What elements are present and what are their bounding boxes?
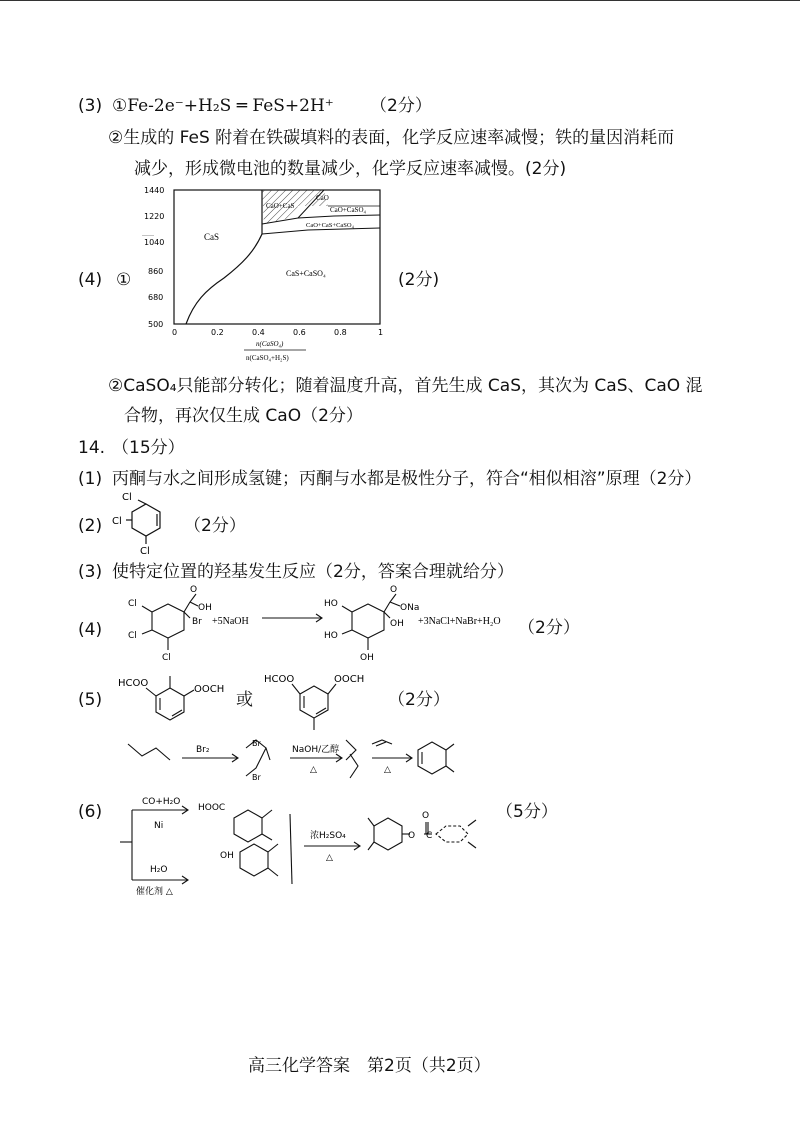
ona-group: ONa [400, 603, 420, 613]
region-cas: CaS [204, 232, 220, 242]
reagent-naoh: +5NaOH [212, 616, 249, 627]
cl-atom: Cl [128, 599, 137, 609]
br-atom: Br [192, 617, 202, 627]
q13-part3-equation: ①Fe-2e⁻+H₂S ═ FeS+2H⁺ [112, 96, 334, 116]
reagent-co-h2o: CO+H₂O [142, 797, 181, 807]
q14-part1-text: 丙酮与水之间形成氢键；丙酮与水都是极性分子，符合“相似相溶”原理（2分） [112, 469, 702, 489]
c-atom: C [426, 831, 433, 841]
x-tick: 1 [378, 328, 384, 337]
y-tick: 500 [148, 320, 164, 329]
x-tick: 0.4 [252, 328, 265, 337]
q13-part3-score: （2分） [370, 96, 432, 116]
catalyst-heat: 催化剂 △ [136, 887, 173, 897]
q14-part2-label: (2) [78, 516, 103, 536]
q14-part3-text: 使特定位置的羟基发生反应（2分，答案合理就给分） [112, 562, 514, 582]
oocH-group: OOCH [194, 684, 225, 695]
cl-atom: Cl [162, 653, 171, 663]
conc-h2so4: 浓H₂SO₄ [310, 831, 346, 841]
boundary-cas [186, 190, 262, 324]
q13-part3-label: (3) [78, 96, 103, 116]
page-footer: 高三化学答案 第2页（共2页） [248, 1056, 491, 1076]
top-border [0, 0, 800, 1]
delta-symbol: △ [384, 765, 391, 775]
oh-group: OH [220, 851, 234, 861]
q14-part4-label: (4) [78, 620, 103, 640]
q14-part5-or: 或 [236, 690, 253, 710]
x-tick: 0.2 [211, 328, 224, 337]
y-axis-label: …… [142, 231, 154, 238]
phase-diagram [138, 182, 398, 370]
q13-part4-answer2-line1: ②CaSO₄只能部分转化；随着温度升高，首先生成 CaS，其次为 CaS、CaO 混 [108, 376, 703, 396]
delta-symbol: △ [310, 765, 317, 775]
region-cao-caso4: CaO+CaSO₄ [330, 206, 366, 214]
oocH-group: OOCH [334, 674, 365, 685]
q14-part5-structure-b [258, 664, 382, 736]
hooc-group: HOOC [198, 803, 226, 813]
oh-group: OH [360, 653, 374, 663]
q13-part4-score: (2分) [398, 270, 440, 290]
y-tick: 860 [148, 267, 164, 276]
q13-part4-label: (4) [78, 270, 103, 290]
q14-part5-label: (5) [78, 690, 103, 710]
q14-score: （15分） [112, 438, 185, 458]
q14-part2-structure [110, 490, 184, 556]
catalyst-ni: Ni [154, 821, 164, 831]
x-label-denominator: n(CaSO₄+H₂S) [246, 354, 289, 362]
reagent-h2o: H₂O [150, 865, 168, 875]
q14-part5-structure-a [112, 664, 236, 736]
reagent-br2: Br₂ [196, 745, 210, 755]
y-tick: 1040 [144, 238, 165, 247]
condition-naoh-ethanol: NaOH/乙醇 [292, 745, 340, 755]
cl-atom: Cl [112, 516, 122, 527]
x-label-numerator: n(CaSO₄) [256, 340, 284, 348]
q14-part6-score: （5分） [496, 802, 558, 822]
q14-part6-label: (6) [78, 802, 103, 822]
q13-part3-answer2-line1: ②生成的 FeS 附着在铁碳填料的表面，化学反应速率减慢；铁的量因消耗而 [108, 128, 675, 148]
region-cas-caso4: CaS+CaSO₄ [286, 269, 326, 278]
o-atom: O [190, 585, 198, 595]
cl-atom: Cl [122, 492, 132, 503]
x-tick: 0.6 [293, 328, 306, 337]
products: +3NaCl+NaBr+H₂O [418, 616, 501, 627]
cl-atom: Cl [128, 631, 137, 641]
q14-part4-score: （2分） [518, 618, 580, 638]
ho-group: HO [324, 631, 338, 641]
region-cao-cas: CaO+CaS [266, 202, 295, 210]
cl-atom: Cl [140, 546, 150, 556]
q13-part4-answer2-line2: 合物，再次仅生成 CaO（2分） [124, 406, 363, 426]
q14-part2-score: （2分） [184, 516, 246, 536]
y-tick: 680 [148, 293, 164, 302]
br-atom: Br [252, 739, 261, 748]
q14-part6-ester-product [364, 800, 504, 870]
q13-part4-sub1: ① [116, 270, 132, 290]
y-tick: 1440 [144, 186, 165, 195]
x-tick: 0 [172, 328, 178, 337]
oh-group: OH [198, 603, 212, 613]
q14-title: 14. [78, 438, 106, 458]
o-atom: O [408, 831, 416, 841]
x-tick: 0.8 [334, 328, 347, 337]
oh-group: OH [390, 619, 404, 629]
o-atom: O [390, 585, 398, 595]
q13-part3-answer2-line2: 减少，形成微电池的数量减少，化学反应速率减慢。(2分) [134, 159, 567, 179]
o-atom: O [422, 811, 430, 821]
q14-part3-label: (3) [78, 562, 103, 582]
br-atom: Br [252, 773, 261, 782]
y-tick: 1220 [144, 212, 165, 221]
q14-part5-score: （2分） [388, 690, 450, 710]
region-cao-cas-caso4: CaO+CaS+CaSO₄ [306, 222, 354, 229]
q14-part1-label: (1) [78, 469, 103, 489]
hcoo-group: HCOO [264, 674, 295, 685]
q14-part6-route1 [120, 736, 480, 786]
hcoo-group: HCOO [118, 678, 149, 689]
ho-group: HO [324, 599, 338, 609]
region-cao: CaO [316, 194, 329, 202]
delta-symbol: △ [326, 853, 333, 863]
